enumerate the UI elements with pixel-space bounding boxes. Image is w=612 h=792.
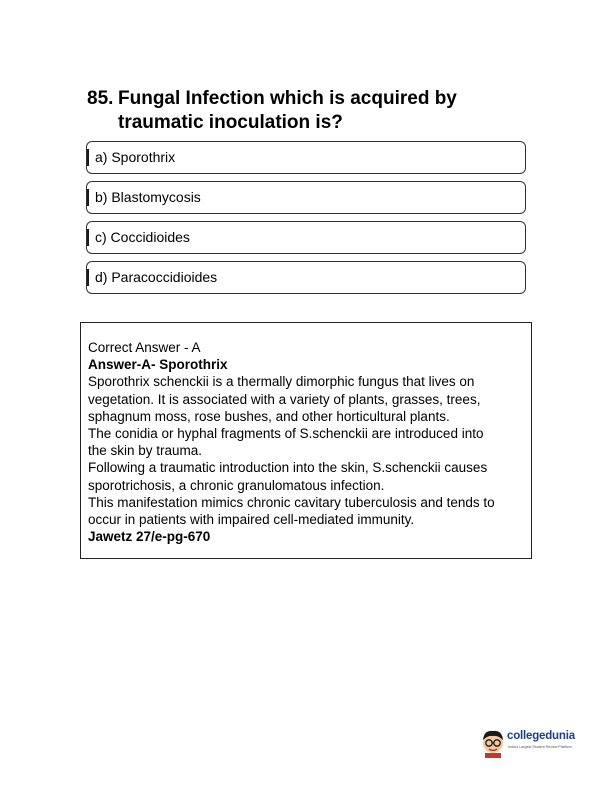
explanation-line: Following a traumatic introduction into the skin, S.schenckii causes: [88, 460, 488, 476]
collegedunia-logo: [480, 728, 590, 760]
reference-line: Jawetz 27/e-pg-670: [88, 529, 211, 545]
explanation-line: occur in patients with impaired cell-mediated immunity.: [88, 512, 415, 528]
answer-heading: Answer-A- Sporothrix: [88, 357, 228, 373]
explanation-line: vegetation. It is associated with a variety of plants, grasses, trees,: [88, 391, 481, 407]
options-list: [86, 141, 526, 301]
explanation-line: the skin by trauma.: [88, 443, 203, 459]
option-d[interactable]: d) Paracoccidioides: [86, 261, 526, 294]
explanation-line: sporotrichosis, a chronic granulomatous infection.: [88, 477, 385, 493]
option-b[interactable]: b) Blastomycosis: [86, 181, 526, 214]
option-a[interactable]: a) Sporothrix: [86, 141, 526, 174]
question-number: 85.: [87, 88, 114, 109]
correct-answer-line: Correct Answer - A: [88, 340, 201, 355]
option-c[interactable]: c) Coccidioides: [86, 221, 526, 254]
explanation-line: The conidia or hyphal fragments of S.schenckii are introduced into: [88, 426, 484, 442]
question-title: [87, 87, 527, 135]
question-text-line1: Fungal Infection which is acquired by: [118, 88, 457, 109]
explanation-line: This manifestation mimics chronic cavitary tuberculosis and tends to: [88, 494, 495, 510]
brand-tagline: India's Largest Student Review Platform: [508, 745, 572, 749]
answer-explanation-box: [80, 322, 532, 559]
explanation-line: Sporothrix schenckii is a thermally dimorphic fungus that lives on: [88, 374, 475, 390]
brand-name: collegedunia: [507, 730, 575, 742]
question-text-line2: traumatic inoculation is?: [118, 112, 343, 133]
mascot-icon: [480, 728, 506, 758]
explanation-line: sphagnum moss, rose bushes, and other horticultural plants.: [88, 408, 450, 424]
